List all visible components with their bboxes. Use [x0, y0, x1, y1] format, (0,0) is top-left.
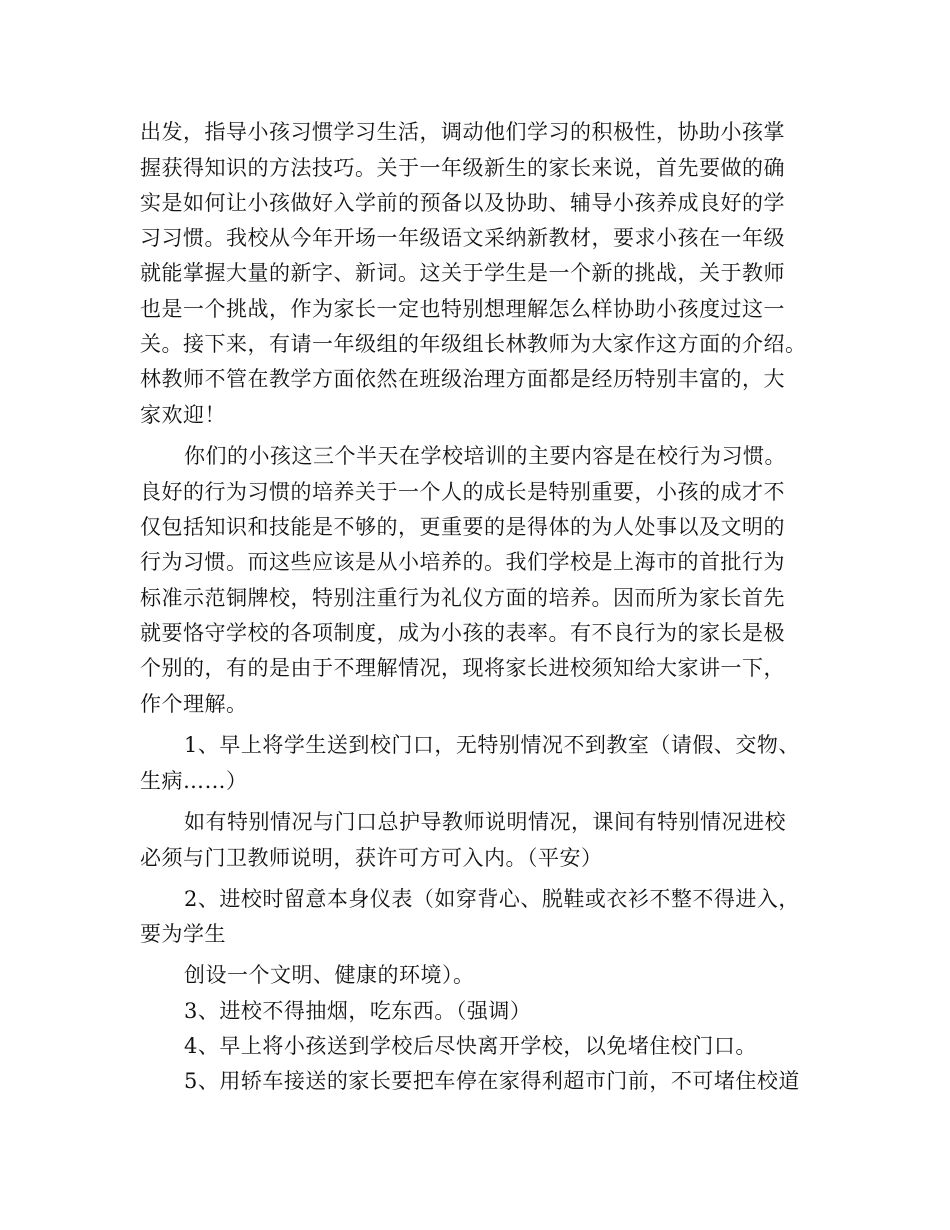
text-line: 仅包括知识和技能是不够的，更重要的是得体的为人处事以及文明的 [140, 515, 785, 539]
text-line: 关。接下来，有请一年级组的年级组长林教师为大家作这方面的介绍。 [140, 332, 807, 356]
text-line: 握获得知识的方法技巧。关于一年级新生的家长来说，首先要做的确 [140, 156, 785, 180]
text-line: 要为学生 [140, 922, 226, 946]
paragraph-first-line: 你们的小孩这三个半天在学校培训的主要内容是在校行为习惯。 [184, 444, 786, 468]
text-line: 实是如何让小孩做好入学前的预备以及协助、辅导小孩养成良好的学 [140, 191, 785, 215]
text-line: 就要恪守学校的各项制度，成为小孩的表率。有不良行为的家长是极 [140, 621, 785, 645]
text-line: 习习惯。我校从今年开场一年级语文采纳新教材，要求小孩在一年级 [140, 226, 785, 250]
text-line: 必须与门卫教师说明，获许可方可入内。（平安） [140, 846, 603, 870]
text-line: 创设一个文明、健康的环境）。 [184, 963, 475, 987]
text-line: 家欢迎！ [140, 403, 226, 427]
text-line: 行为习惯。而这些应该是从小培养的。我们学校是上海市的首批行为 [140, 550, 785, 574]
list-item-3: 3、进校不得抽烟，吃东西。（强调） [184, 999, 532, 1023]
text-line: 良好的行为习惯的培养关于一个人的成长是特别重要，小孩的成才不 [140, 480, 785, 504]
text-line: 出发，指导小孩习惯学习生活，调动他们学习的积极性，协助小孩掌 [140, 120, 785, 144]
list-item-4: 4、早上将小孩送到学校后尽快离开学校，以免堵住校门口。 [184, 1034, 757, 1058]
text-line: 就能掌握大量的新字、新词。这关于学生是一个新的挑战，关于教师 [140, 261, 785, 285]
list-item-5: 5、用轿车接送的家长要把车停在家得利超市门前，不可堵住校道 [184, 1069, 800, 1093]
text-line: 也是一个挑战，作为家长一定也特别想理解怎么样协助小孩度过这一 [140, 297, 785, 321]
text-line: 林教师不管在教学方面依然在班级治理方面都是经历特别丰富的，大 [140, 367, 785, 391]
text-line: 个别的，有的是由于不理解情况，现将家长进校须知给大家讲一下， [140, 656, 785, 680]
paragraph-first-line: 如有特别情况与门口总护导教师说明情况，课间有特别情况进校 [184, 810, 786, 834]
list-item-2: 2、进校时留意本身仪表（如穿背心、脱鞋或衣衫不整不得进入， [184, 887, 800, 911]
text-line: 生病……） [140, 769, 248, 793]
text-line: 作个理解。 [140, 692, 248, 716]
text-line: 标准示范铜牌校，特别注重行为礼仪方面的培养。因而所为家长首先 [140, 586, 785, 610]
list-item-1: 1、早上将学生送到校门口，无特别情况不到教室（请假、交物、 [184, 733, 800, 757]
